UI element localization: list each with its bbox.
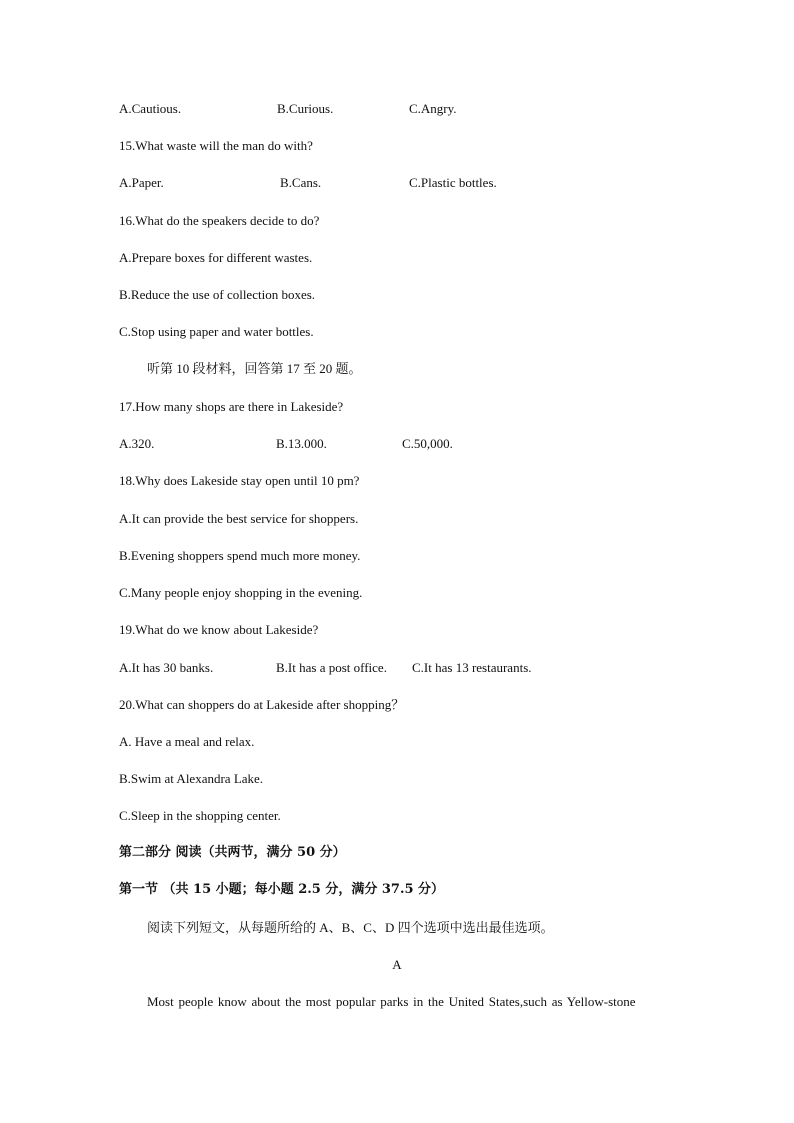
q15-question: 15.What waste will the man do with? (119, 138, 313, 153)
section1-title: 第一节 （共 15 小题；每小题 2.5 分，满分 37.5 分） (119, 882, 445, 897)
q18-option-c: C.Many people enjoy shopping in the evening. (119, 585, 363, 600)
q19-question: 19.What do we know about Lakeside? (119, 622, 319, 637)
q18-option-a: A.It can provide the best service for shoppers. (119, 511, 359, 526)
q16-option-b: B.Reduce the use of collection boxes. (119, 287, 316, 302)
q19-option-c: C.It has 13 restaurants. (412, 660, 532, 675)
q17-question: 17.How many shops are there in Lakeside? (119, 399, 344, 414)
passage-first-line: Most people know about the most popular parks in the United States,such as Yellow-stone (147, 994, 636, 1009)
q18-question: 18.Why does Lakeside stay open until 10 pm? (119, 473, 360, 488)
q20-option-b: B.Swim at Alexandra Lake. (119, 771, 264, 786)
q17-option-b: B.13.000. (276, 436, 327, 451)
q15-option-b: B.Cans. (280, 175, 322, 190)
section-note: 听第 10 段材料，回答第 17 至 20 题。 (147, 361, 362, 376)
q17-option-a: A.320. (119, 436, 155, 451)
passage-label: A (392, 957, 402, 972)
q20-option-a: A. Have a meal and relax. (119, 734, 255, 749)
q20-question: 20.What can shoppers do at Lakeside after shopping？ (119, 697, 405, 712)
q14-option-c: C.Angry. (409, 101, 457, 116)
q20-option-c: C.Sleep in the shopping center. (119, 808, 281, 823)
q15-option-a: A.Paper. (119, 175, 164, 190)
q19-option-b: B.It has a post office. (276, 660, 387, 675)
q14-option-a: A.Cautious. (119, 101, 182, 116)
q16-question: 16.What do the speakers decide to do? (119, 213, 320, 228)
q16-option-c: C.Stop using paper and water bottles. (119, 324, 314, 339)
part2-title: 第二部分 阅读（共两节，满分 50 分） (119, 845, 346, 860)
q18-option-b: B.Evening shoppers spend much more money. (119, 548, 361, 563)
q16-option-a: A.Prepare boxes for different wastes. (119, 250, 313, 265)
q14-option-b: B.Curious. (277, 101, 334, 116)
reading-instruction: 阅读下列短文，从每题所给的 A、B、C、D 四个选项中选出最佳选项。 (147, 920, 554, 935)
q19-option-a: A.It has 30 banks. (119, 660, 214, 675)
q15-option-c: C.Plastic bottles. (409, 175, 497, 190)
q17-option-c: C.50,000. (402, 436, 453, 451)
